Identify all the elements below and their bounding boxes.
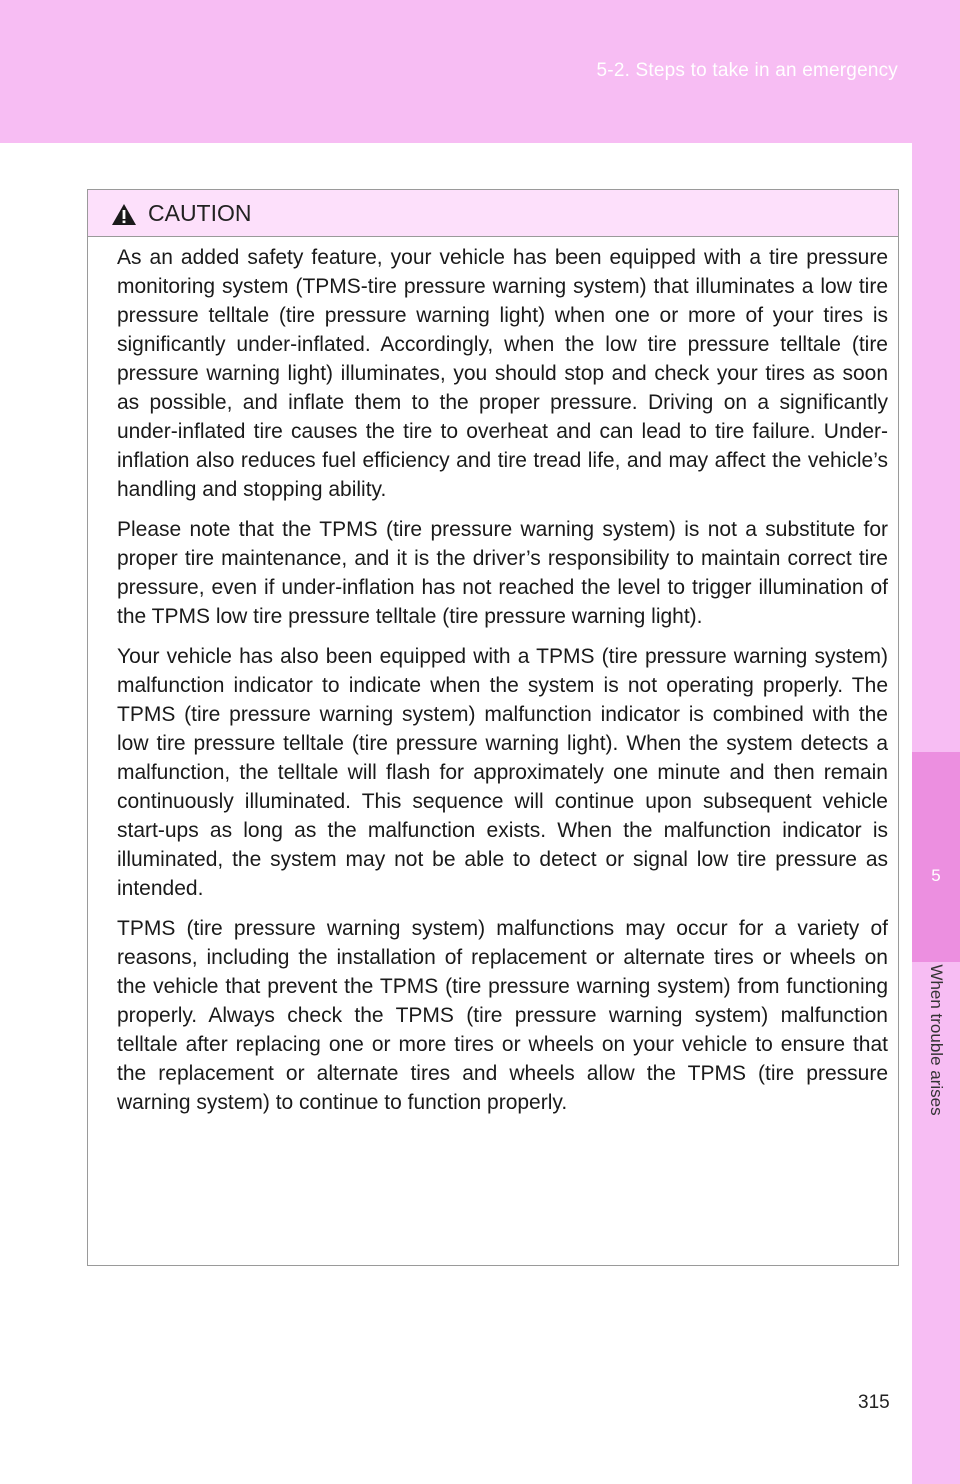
chapter-label: When trouble arises — [927, 964, 946, 1116]
caution-header — [88, 190, 898, 237]
section-title: 5-2. Steps to take in an emergency — [596, 60, 898, 81]
chapter-tab[interactable] — [912, 752, 960, 962]
chapter-number: 5 — [931, 866, 941, 885]
caution-box — [87, 189, 899, 1266]
caution-title: CAUTION — [148, 200, 252, 226]
warning-triangle-icon — [111, 203, 137, 226]
page-number: 315 — [858, 1392, 890, 1413]
caution-paragraph: Please note that the TPMS (tire pressure warning system) is not a substitute for proper tire maintenance, and it is the driver’s responsibility to maintain correct tire pressure, even if under-inflation has not reached the level to trigger illumination of the TPMS low tire pressure telltale (tire pressure warning light). — [117, 518, 888, 628]
caution-paragraph: TPMS (tire pressure warning system) malfunctions may occur for a variety of reasons, including the installation of replacement or alternate tires or wheels on the vehicle that prevent the TPMS (tire pressure warning system) from functioning properly. Always check the TPMS (tire pressure warning system) malfunction telltale after replacing one or more tires or wheels on your vehicle to ensure that the replacement or alternate tires and wheels allow the TPMS (tire pressure warning system) to continue to function properly. — [117, 917, 888, 1114]
caution-paragraph: As an added safety feature, your vehicle has been equipped with a tire pressure monitoring system (TPMS-tire pressure warning system) that illuminates a low tire pressure telltale (tire pressure warning light) when one or more of your tires is significantly under-inflated. Accordingly, when the low tire pressure telltale (tire pressure warning light) illuminates, you should stop and check your tires as soon as possible, and inflate them to the proper pressure. Driving on a significantly under-inflated tire causes the tire to overheat and can lead to tire failure. Under-inflation also reduces fuel efficiency and tire tread life, and may affect the vehicle’s handling and stopping ability. — [117, 246, 888, 501]
caution-paragraph: Your vehicle has also been equipped with a TPMS (tire pressure warning system) malfunction indicator to indicate when the system is not operating properly. The TPMS (tire pressure warning system) malfunction indicator is combined with the low tire pressure telltale (tire pressure warning light). When the system detects a malfunction, the telltale will flash for approximately one minute and then remain continuously illuminated. This sequence will continue upon subsequent vehicle start-ups as long as the malfunction exists. When the malfunction indicator is illuminated, the system may not be able to detect or signal low tire pressure as intended. — [117, 645, 888, 900]
caution-body — [88, 237, 898, 1117]
